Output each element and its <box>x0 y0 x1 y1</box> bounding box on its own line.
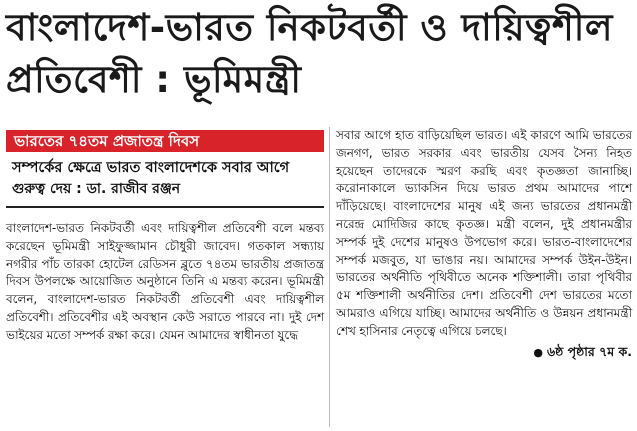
column-rule <box>329 127 330 427</box>
divider <box>6 206 324 208</box>
left-body-text: বাংলাদেশ-ভারত নিকটবর্তী এবং দায়িত্বশীল প্রতিবেশী বলে মন্তব্য করেছেন ভূমিমন্ত্রী সাইফুজ্জামান চৌধুরী জাবেদ। গতকাল সন্ধ্যায় নগরীর পাঁচ তারকা হোটেল রেডিসন ব্লুতে ৭৪তম ভারতীয় প্রজাতন্ত্র দিবস উপলক্ষে আয়োজিত অনুষ্ঠানে তিনি এ মন্তব্য করেন। ভূমিমন্ত্রী বলেন, বাংলাদেশ-ভারত নিকটবর্তী প্রতিবেশী এবং দায়িত্বশীল প্রতিবেশী। প্রতিবেশীর এই অবস্থান কেউ সরাতে পারবে না। দুই দেশ ভাইয়ের মতো সম্পর্ক রক্ষা করে। যেমন আমাদের স্বাধীনতা যুদ্ধে <box>6 221 324 342</box>
right-body-text: সবার আগে হাত বাড়িয়েছিল ভারত। এই কারণে আমি ভারতের জনগণ, ভারত সরকার এবং ভারতীয় যেসব সৈন্য নিহত হয়েছেন তাদেরকে স্মরণ করছি এবং কৃতজ্ঞতা জানাচ্ছি। করোনাকালে ভ্যাকসিন দিয়ে ভারত প্রথম আমাদের পাশে দাঁড়িয়েছে। বাংলাদেশের মানুষ এই জন্য ভারতের প্রধানমন্ত্রী নরেন্দ্র মোদিজির কাছে কৃতজ্ঞ। মন্ত্রী বলেন, দুই প্রধানমন্ত্রীর সম্পর্ক দুই দেশের মানুষও উপভোগ করে। ভারত-বাংলাদেশের সম্পর্ক মজবুত, যা ভাঙার নয়। আমাদের সম্পর্ক উইন-উইন। ভারতের অর্থনীতি পৃথিবীতে অনেক শক্তিশালী। তারা পৃথিবীর ৫ম শক্তিশালী অর্থনীতির দেশ। প্রতিবেশী দেশ ভারতের মতো আমরাও এগিয়ে যাচ্ছি। আমাদের অর্থনীতি ও উন্নয়ন প্রধানমন্ত্রী শেখ হাসিনার নেতৃত্বে এগিয়ে চলছে। <box>336 128 632 338</box>
continuation-label: ৬ষ্ঠ পৃষ্ঠার ৭ম ক. <box>546 343 632 359</box>
left-column <box>6 130 324 345</box>
bullet-icon: ● <box>533 345 543 359</box>
continuation-note <box>336 343 632 362</box>
headline: বাংলাদেশ-ভারত নিকটবর্তী ও দায়িত্বশীল প্রতিবেশী : ভূমিমন্ত্রী <box>6 6 613 101</box>
right-column <box>336 127 632 362</box>
event-banner: ভারতের ৭৪তম প্রজাতন্ত্র দিবস <box>6 130 324 152</box>
byline: গুরুত্ব দেয় : ডা. রাজীব রঞ্জন <box>12 181 181 197</box>
subheadline: সম্পর্কের ক্ষেত্রে ভারত বাংলাদেশকে সবার আগে <box>12 160 290 176</box>
